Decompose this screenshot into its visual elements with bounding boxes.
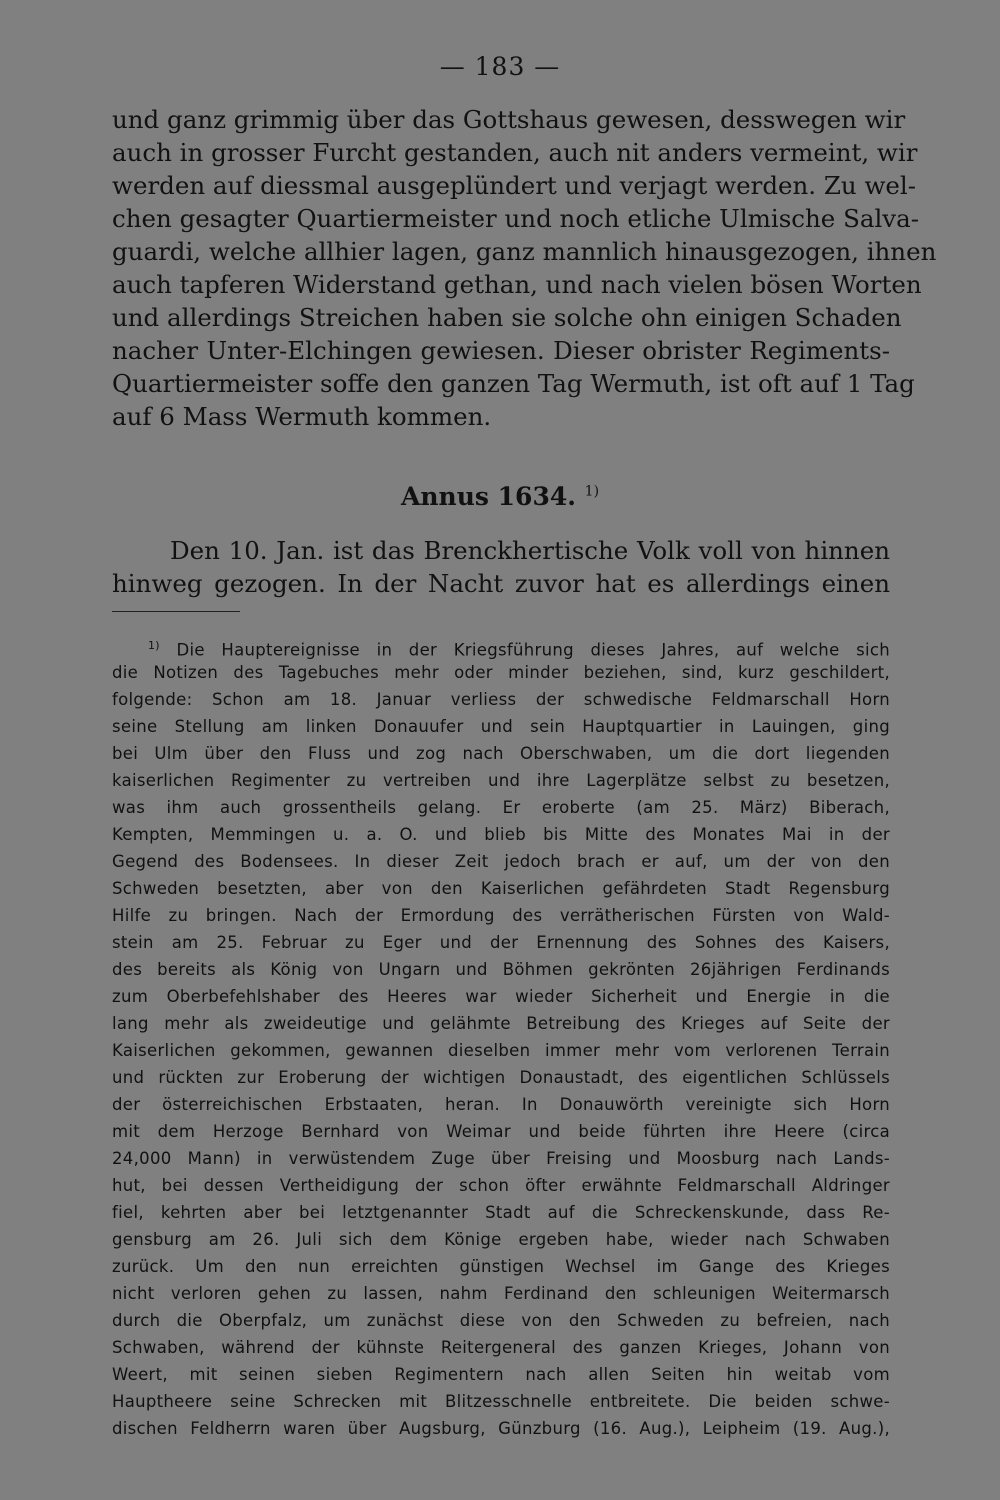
section-heading — [0, 482, 1000, 511]
footnote-line: dischen Feldherrn waren über Augsburg, Günzburg (16. Aug.), Leipheim (19. Aug.), — [112, 1419, 890, 1438]
text-line: auch in grosser Furcht gestanden, auch nit anders vermeint, wir — [112, 138, 918, 167]
footnote-line: bei Ulm über den Fluss und zog nach Oberschwaben, um die dort liegenden — [112, 744, 890, 763]
text-line: und ganz grimmig über das Gottshaus gewesen, desswegen wir — [112, 105, 906, 134]
footnote-line: gensburg am 26. Juli sich dem Könige ergeben habe, wieder nach Schwaben — [112, 1230, 890, 1249]
footnote-line: zurück. Um den nun erreichten günstigen Wechsel im Gange des Krieges — [112, 1257, 890, 1276]
footnote-line: durch die Oberpfalz, um zunächst diese von den Schweden zu befreien, nach — [112, 1311, 890, 1330]
footnote-line: Schweden besetzten, aber von den Kaiserlichen gefährdeten Stadt Regensburg — [112, 879, 890, 898]
footnote-line: Kempten, Memmingen u. a. O. und blieb bis Mitte des Monates Mai in der — [112, 825, 890, 844]
text-line: und allerdings Streichen haben sie solche ohn einigen Schaden — [112, 303, 902, 332]
footnote-line: stein am 25. Februar zu Eger und der Ernennung des Sohnes des Kaisers, — [112, 933, 890, 952]
text-line: Den 10. Jan. ist das Brenckhertische Volk voll von hinnen — [170, 536, 890, 565]
text-line: nacher Unter-Elchingen gewiesen. Dieser obrister Regiments- — [112, 336, 890, 365]
footnote-line: seine Stellung am linken Donauufer und sein Hauptquartier in Lauingen, ging — [112, 717, 890, 736]
footnote-line: des bereits als König von Ungarn und Böhmen gekrönten 26jährigen Ferdinands — [112, 960, 890, 979]
footnote-marker: 1) — [148, 639, 160, 652]
text-line: guardi, welche allhier lagen, ganz mannlich hinausgezogen, ihnen — [112, 237, 937, 266]
footnote-line: Kaiserlichen gekommen, gewannen dieselben immer mehr vom verlorenen Terrain — [112, 1041, 890, 1060]
text-line: hinweg gezogen. In der Nacht zuvor hat es allerdings einen — [112, 569, 890, 598]
footnote-line: hut, bei dessen Vertheidigung der schon öfter erwähnte Feldmarschall Aldringer — [112, 1176, 890, 1195]
footnote-line: und rückten zur Eroberung der wichtigen Donaustadt, des eigentlichen Schlüssels — [112, 1068, 890, 1087]
footnote-line: 24,000 Mann) in verwüstendem Zuge über Freising und Moosburg nach Lands- — [112, 1149, 890, 1168]
footnote-line: Gegend des Bodensees. In dieser Zeit jedoch brach er auf, um der von den — [112, 852, 890, 871]
footnote-reference: 1) — [584, 483, 600, 500]
footnote-line: fiel, kehrten aber bei letztgenannter Stadt auf die Schreckenskunde, dass Re- — [112, 1203, 890, 1222]
footnote-line: zum Oberbefehlshaber des Heeres war wieder Sicherheit und Energie in die — [112, 987, 890, 1006]
footnote-line: kaiserlichen Regimenter zu vertreiben und ihre Lagerplätze selbst zu besetzen, — [112, 771, 890, 790]
text-line: chen gesagter Quartiermeister und noch etliche Ulmische Salva- — [112, 204, 920, 233]
footnote-line: was ihm auch grossentheils gelang. Er eroberte (am 25. März) Biberach, — [112, 798, 890, 817]
footnote-line: Schwaben, während der kühnste Reitergeneral des ganzen Krieges, Johann von — [112, 1338, 890, 1357]
page-number: — 183 — — [439, 52, 561, 81]
footnote-line: Hauptheere seine Schrecken mit Blitzesschnelle entbreitete. Die beiden schwe- — [112, 1392, 890, 1411]
text-line: auch tapferen Widerstand gethan, und nach vielen bösen Worten — [112, 270, 922, 299]
footnote-line: nicht verloren gehen zu lassen, nahm Ferdinand den schleunigen Weitermarsch — [112, 1284, 890, 1303]
footnote-line: Weert, mit seinen sieben Regimentern nach allen Seiten hin weitab vom — [112, 1365, 890, 1384]
heading-text: Annus 1634. — [400, 482, 576, 511]
footnote-divider — [112, 611, 240, 612]
footnote-line: Hilfe zu bringen. Nach der Ermordung des verrätherischen Fürsten von Wald- — [112, 906, 890, 925]
footnote-line: der österreichischen Erbstaaten, heran. In Donauwörth vereinigte sich Horn — [112, 1095, 890, 1114]
footnote-line-text: Die Hauptereignisse in der Kriegsführung dieses Jahres, auf welche sich — [176, 640, 891, 660]
footnote-line: folgende: Schon am 18. Januar verliess der schwedische Feldmarschall Horn — [112, 690, 890, 709]
text-line: auf 6 Mass Wermuth kommen. — [112, 402, 492, 431]
text-line: Quartiermeister soffe den ganzen Tag Wermuth, ist oft auf 1 Tag — [112, 369, 915, 398]
footnote-line: die Notizen des Tagebuches mehr oder minder beziehen, sind, kurz geschildert, — [112, 663, 890, 682]
text-line: werden auf diessmal ausgeplündert und verjagt werden. Zu wel- — [112, 171, 917, 200]
footnote-line: mit dem Herzoge Bernhard von Weimar und beide führten ihre Heere (circa — [112, 1122, 890, 1141]
footnote-line: lang mehr als zweideutige und gelähmte Betreibung des Krieges auf Seite der — [112, 1014, 890, 1033]
footnote-line — [112, 632, 890, 659]
